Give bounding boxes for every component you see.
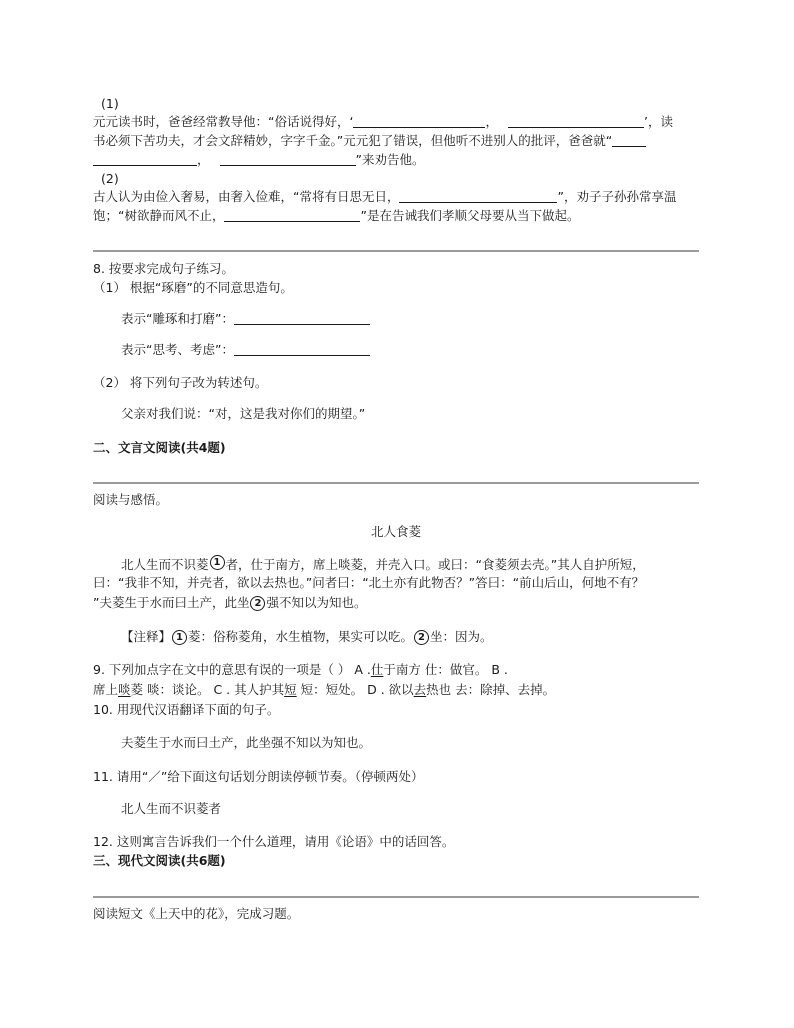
- passage-title: 北人食菱: [370, 524, 421, 539]
- q10-sentence: 夫菱生于水而曰土产，此坐强不知以为知也。: [121, 735, 372, 750]
- answer-blank[interactable]: [508, 115, 644, 128]
- section3-heading: 三、现代文阅读(共6题): [93, 853, 226, 868]
- answer-blank[interactable]: [234, 343, 370, 356]
- passage-line1: 北人生而不识菱 1 者，仕于南方，席上啖菱，并壳入口。或曰：“食菱须去壳。”其人自护所短，: [121, 557, 645, 572]
- q10-title: 10. 用现代汉语翻译下面的句子。: [93, 702, 280, 717]
- footnote-marker: 2: [250, 596, 265, 611]
- divider: [93, 250, 699, 252]
- q8-sub1: （1） 根据“琢磨”的不同意思造句。: [93, 280, 293, 295]
- q11-title: 11. 请用“／”给下面这句话划分朗读停顿节奏。（停顿两处）: [93, 769, 424, 784]
- section2-heading: 二、文言文阅读(共4题): [93, 440, 226, 455]
- passage-line2: 曰：“我非不知，并壳者，欲以去热也。”问者曰：“北土亦有此物否？”答曰：“前山后山，何地不有？: [93, 575, 645, 590]
- q7-p1-line2: 书必须下苦功夫，才会文辞精妙，字字千金。”元元犯了错误，但他听不进别人的批评，爸爸就“: [93, 133, 646, 149]
- part2-label: (2): [101, 171, 119, 186]
- q8-meaning2: 表示“思考、考虑”：: [121, 342, 370, 358]
- q11-sentence: 北人生而不识菱者: [121, 801, 222, 816]
- footnote-marker: 1: [210, 555, 225, 570]
- footnote-marker: 1: [172, 630, 187, 645]
- q9-line1: 9. 下列加点字在文中的意思有误的一项是（ ） A .仕于南方 仕：做官。 B .: [93, 662, 508, 677]
- divider: [93, 482, 699, 484]
- q7-p1-line3: ， ”来劝告他。: [93, 152, 425, 168]
- q8-meaning1: 表示“雕琢和打磨”：: [121, 311, 370, 327]
- answer-blank[interactable]: [224, 209, 360, 222]
- answer-blank[interactable]: [220, 153, 356, 166]
- q9-line2: 席上啖菱 啖：谈论。 C . 其人护其短 短：短处。 D . 欲以去热也 去：除掉、去掉。: [93, 682, 556, 697]
- q7-p2-line1: 古人认为由俭入奢易，由奢入俭难，“常将有日思无日， ”，劝子子孙孙常享温: [93, 189, 677, 204]
- passage-line3: ”夫菱生于水而曰土产，此坐 2 强不知以为知也。: [93, 595, 367, 610]
- q8-sub2: （2） 将下列句子改为转述句。: [93, 375, 268, 390]
- divider: [93, 896, 699, 898]
- q7-p1-line1: 元元读书时，爸爸经常教导他：“俗话说得好，‘ ， ’，读: [93, 114, 673, 129]
- answer-blank[interactable]: [353, 115, 485, 128]
- q8-sentence: 父亲对我们说：“对，这是我对你们的期望。”: [121, 406, 366, 421]
- section2-intro: 阅读与感悟。: [93, 492, 169, 507]
- section3-intro: 阅读短文《上天中的花》，完成习题。: [93, 906, 300, 921]
- q12-title: 12. 这则寓言告诉我们一个什么道理，请用《论语》中的话回答。: [93, 834, 455, 849]
- answer-blank[interactable]: [234, 312, 370, 325]
- q7-p2-line2: 饱；“树欲静而风不止， ”是在告诫我们孝顺父母要从当下做起。: [93, 208, 580, 223]
- answer-blank[interactable]: [612, 134, 646, 147]
- footnote-marker: 2: [414, 630, 429, 645]
- answer-blank[interactable]: [399, 190, 557, 203]
- answer-blank[interactable]: [93, 153, 197, 166]
- q8-title: 8. 按要求完成句子练习。: [93, 261, 234, 276]
- part1-label: (1): [101, 96, 119, 111]
- annotation: 【注释】 1 菱：俗称菱角，水生植物，果实可以吃。 2 坐：因为。: [121, 629, 493, 644]
